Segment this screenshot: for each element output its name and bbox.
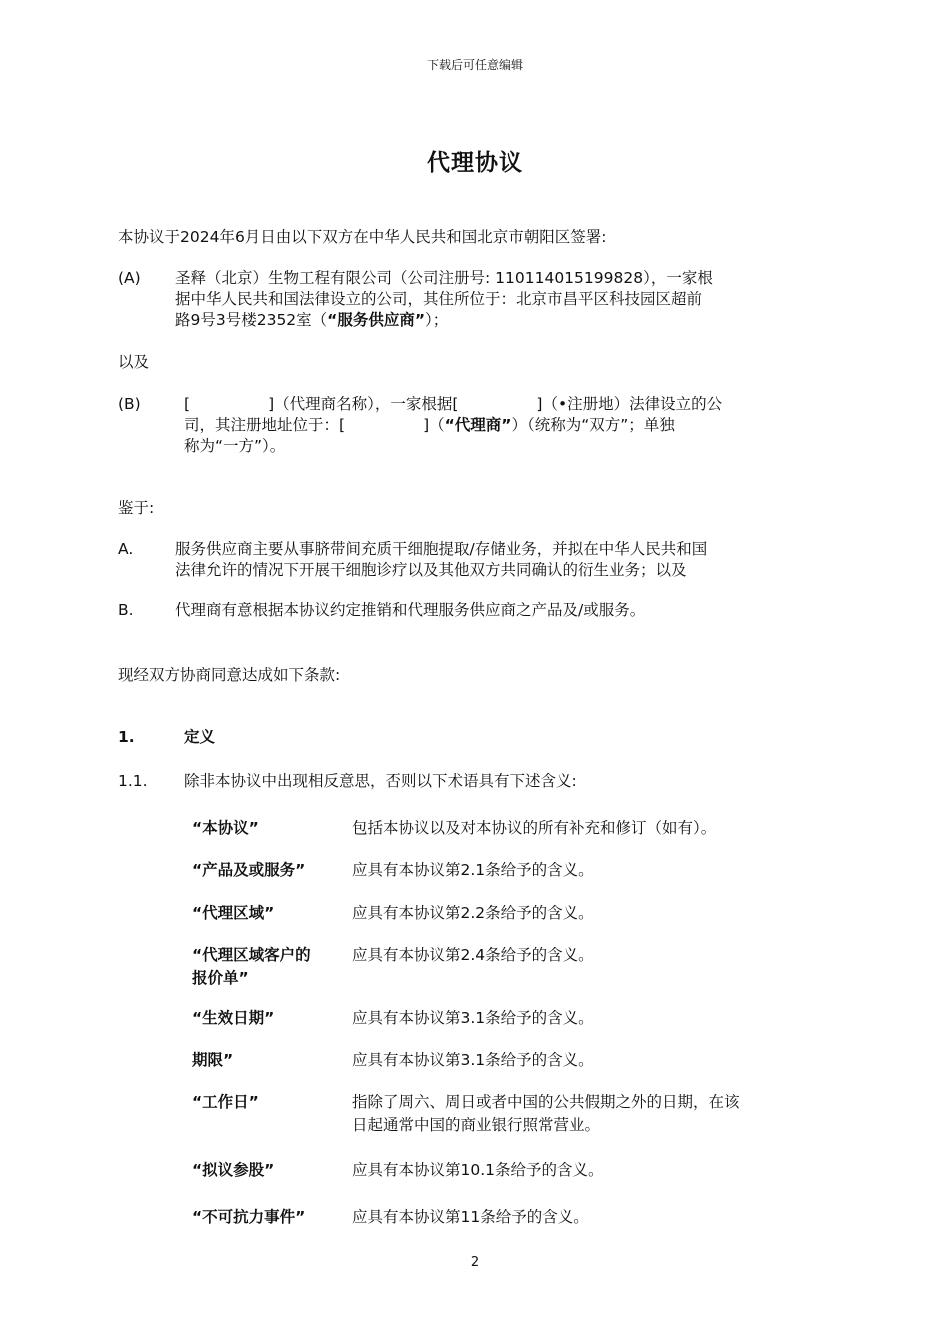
party-a-line: 圣释（北京）生物工程有限公司（公司注册号: 110114015199828），一家根: [175, 269, 713, 287]
definition-description: 应具有本协议第2.4条给予的含义。: [352, 946, 594, 964]
definition-term: “拟议参股”: [192, 1161, 275, 1179]
clause-number: 1.1.: [118, 772, 148, 790]
section-title: 定义: [184, 728, 216, 746]
definition-term: “不可抗力事件”: [192, 1208, 306, 1226]
definition-term: 期限”: [192, 1051, 234, 1069]
party-a-line: 据中华人民共和国法律设立的公司，其住所位于：北京市昌平区科技园区超前: [175, 290, 703, 308]
definition-description: 应具有本协议第10.1条给予的含义。: [352, 1161, 604, 1179]
agreement-statement: 现经双方协商同意达成如下条款:: [118, 666, 341, 684]
definition-description: 应具有本协议第2.1条给予的含义。: [352, 861, 594, 879]
intro-paragraph: 本协议于2024年6月日由以下双方在中华人民共和国北京市朝阳区签署:: [118, 228, 607, 246]
and-text: 以及: [118, 353, 150, 371]
definition-term: “代理区域”: [192, 904, 275, 922]
party-a-line: 路9号3号楼2352室（“服务供应商”）；: [175, 311, 449, 329]
definition-description: 应具有本协议第3.1条给予的含义。: [352, 1009, 594, 1027]
definition-term: “代理区域客户的 报价单”: [192, 946, 311, 987]
definition-description: 应具有本协议第2.2条给予的含义。: [352, 904, 594, 922]
definition-term: “产品及或服务”: [192, 861, 306, 879]
definition-description: 指除了周六、周日或者中国的公共假期之外的日期，在该 日起通常中国的商业银行照常营业。: [352, 1093, 740, 1134]
recital-b-text: 代理商有意根据本协议约定推销和代理服务供应商之产品及/或服务。: [175, 601, 646, 619]
recital-a-line: 法律允许的情况下开展干细胞诊疗以及其他双方共同确认的衍生业务；以及: [175, 561, 687, 579]
definition-description: 应具有本协议第11条给予的含义。: [352, 1208, 589, 1226]
recital-a-label: A.: [118, 540, 134, 558]
party-a-label: (A): [118, 269, 141, 287]
section-number: 1.: [118, 728, 135, 746]
definition-term: “生效日期”: [192, 1009, 275, 1027]
recital-b-label: B.: [118, 601, 134, 619]
party-b-line: 司，其注册地址位于：[ ]（“代理商”）（统称为“双方”；单独: [184, 416, 675, 434]
definition-description: 应具有本协议第3.1条给予的含义。: [352, 1051, 594, 1069]
service-provider-term: “服务供应商”: [327, 311, 426, 329]
definition-term: “本协议”: [192, 819, 259, 837]
agent-term: “代理商”: [444, 416, 512, 434]
party-b-label: (B): [118, 395, 141, 413]
party-a-text: [175, 268, 830, 331]
party-b-line: 称为“一方”）。: [184, 437, 286, 455]
definition-term: “工作日”: [192, 1093, 259, 1111]
recital-a-line: 服务供应商主要从事脐带间充质干细胞提取/存储业务，并拟在中华人民共和国: [175, 540, 708, 558]
party-b-text: [184, 394, 839, 457]
recital-a-text: [175, 539, 830, 581]
page-number: 2: [470, 1255, 480, 1270]
party-b-line: [ ]（代理商名称），一家根据[ ]（•注册地）法律设立的公: [184, 395, 723, 413]
header-note: 下载后可任意编辑: [426, 58, 523, 72]
clause-text: 除非本协议中出现相反意思，否则以下术语具有下述含义:: [184, 772, 577, 790]
definition-description: 包括本协议以及对本协议的所有补充和修订（如有）。: [352, 819, 717, 837]
document-title: 代理协议: [427, 150, 523, 176]
whereas-heading: 鉴于:: [118, 499, 155, 517]
